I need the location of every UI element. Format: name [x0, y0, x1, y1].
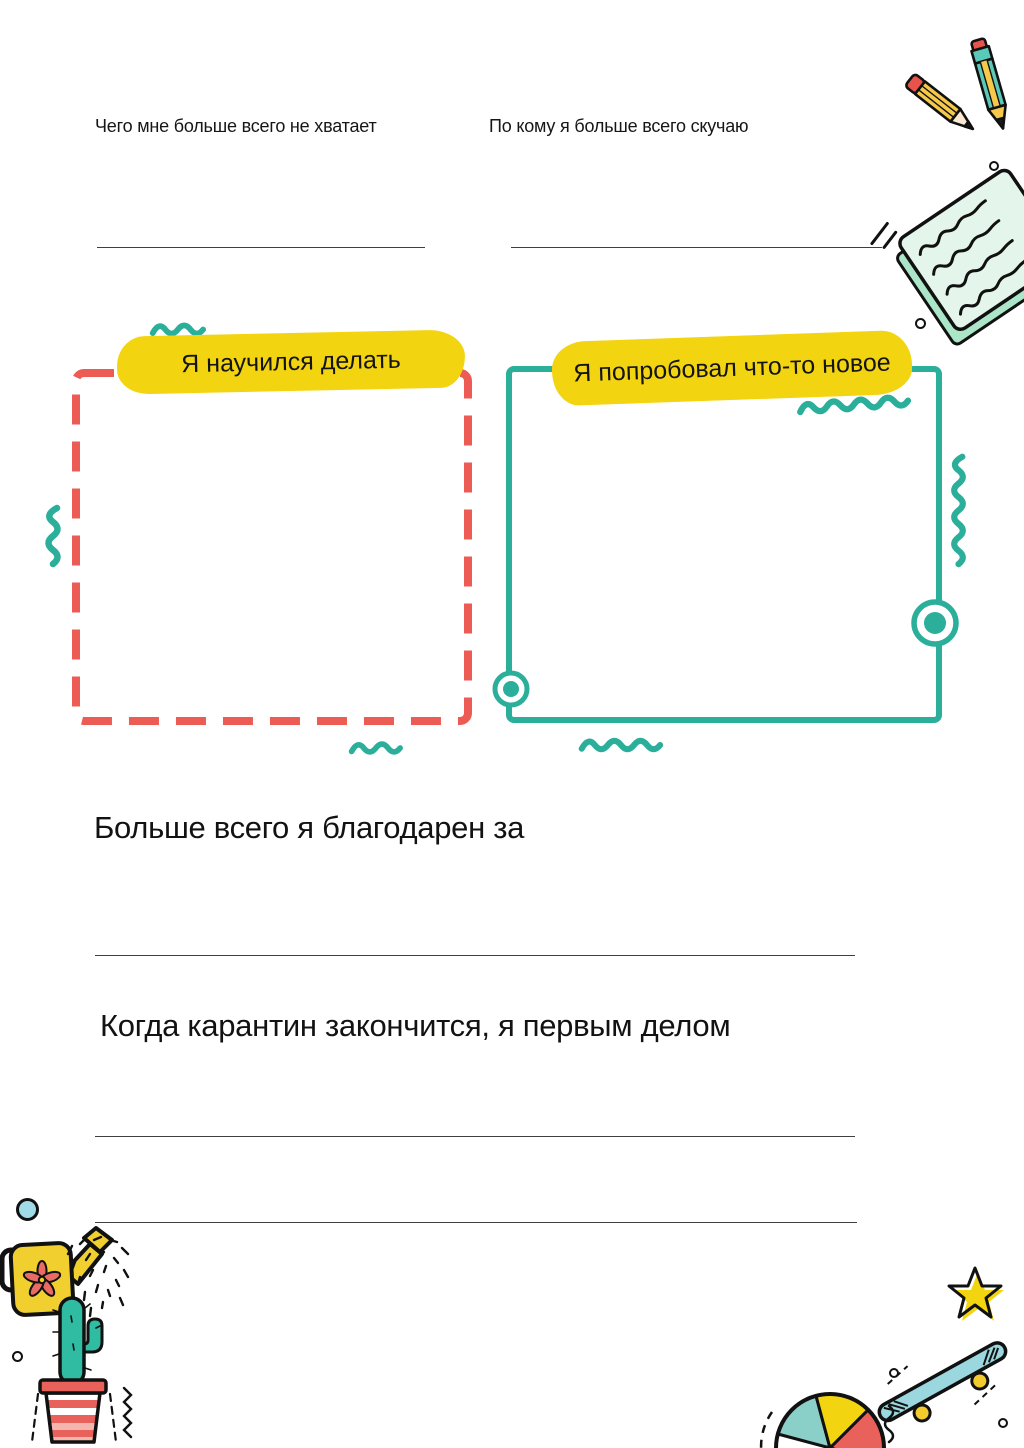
squiggle-icon: [347, 735, 403, 761]
write-line: [95, 1222, 857, 1223]
prompt-miss-person: По кому я больше всего скучаю: [489, 116, 749, 136]
dot-icon: [889, 1368, 899, 1378]
star-icon: [944, 1262, 1008, 1326]
prompt-after-quarantine: Когда карантин закончится, я первым делом: [100, 1008, 731, 1043]
prompt-missing-most: Чего мне больше всего не хватает: [95, 116, 377, 136]
learned-label-highlight: [116, 329, 465, 394]
pencil-icon: [880, 20, 1024, 152]
dot-icon: [16, 1198, 39, 1221]
tried-label: Я попробовал что-то новое: [572, 347, 892, 388]
beach-ball-icon: [768, 1380, 896, 1448]
dot-icon: [12, 1351, 23, 1362]
squiggle-icon: [944, 452, 973, 567]
squiggle-icon: [38, 496, 68, 574]
cactus-pot-icon: [26, 1290, 142, 1448]
dot-icon: [998, 1418, 1008, 1428]
squiggle-icon: [575, 731, 665, 759]
write-line: [95, 955, 855, 956]
write-line: [97, 247, 425, 248]
tried-label-highlight: [551, 330, 913, 407]
prompt-grateful: Больше всего я благодарен за: [94, 810, 525, 845]
dot-icon: [915, 318, 926, 329]
write-line: [511, 247, 882, 248]
bullseye-icon: [488, 666, 534, 712]
bullseye-icon: [906, 594, 964, 652]
dot-icon: [989, 161, 999, 171]
write-line: [95, 1136, 855, 1137]
learned-box: [68, 363, 478, 733]
learned-label: Я научился делать: [180, 345, 402, 378]
